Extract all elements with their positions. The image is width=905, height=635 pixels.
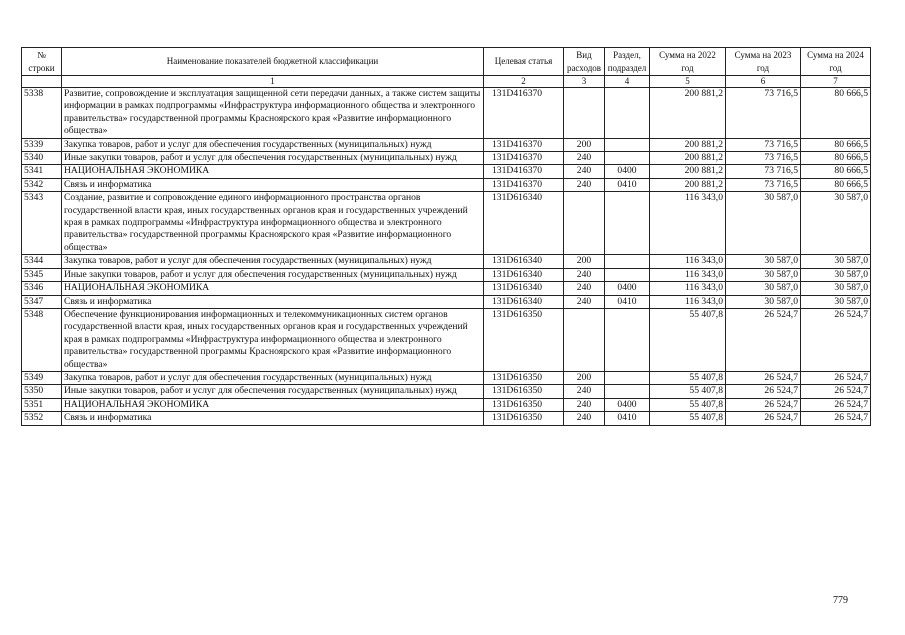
sum-2022-cell: 200 881,2 <box>650 152 726 165</box>
header-row-number: № строки <box>22 48 62 76</box>
header-sum-2022: Сумма на 2022 год <box>650 48 726 76</box>
expense-type-cell: 200 <box>564 371 605 384</box>
sum-2022-cell: 55 407,8 <box>650 371 726 384</box>
target-article-cell: 131D616350 <box>484 308 564 371</box>
expense-type-cell: 240 <box>564 398 605 411</box>
indicator-name-cell: Закупка товаров, работ и услуг для обеспечения государственных (муниципальных) нужд <box>62 371 484 384</box>
table-row <box>22 165 871 178</box>
sum-2024-cell: 80 666,5 <box>801 165 871 178</box>
row-number-cell: 5342 <box>22 178 62 191</box>
row-number-cell: 5346 <box>22 282 62 295</box>
sum-2023-cell: 30 587,0 <box>726 268 801 281</box>
expense-type-cell: 240 <box>564 385 605 398</box>
expense-type-cell <box>564 308 605 371</box>
target-article-cell: 131D416370 <box>484 165 564 178</box>
expense-type-cell: 240 <box>564 268 605 281</box>
sum-2023-cell: 26 524,7 <box>726 308 801 371</box>
target-article-cell: 131D416370 <box>484 152 564 165</box>
column-number: 2 <box>484 76 564 88</box>
sum-2023-cell: 73 716,5 <box>726 152 801 165</box>
sum-2024-cell: 26 524,7 <box>801 385 871 398</box>
section-cell <box>605 255 650 268</box>
sum-2024-cell: 26 524,7 <box>801 308 871 371</box>
sum-2024-cell: 80 666,5 <box>801 138 871 151</box>
section-cell <box>605 138 650 151</box>
target-article-cell: 131D416370 <box>484 138 564 151</box>
sum-2022-cell: 55 407,8 <box>650 308 726 371</box>
sum-2024-cell: 26 524,7 <box>801 371 871 384</box>
sum-2022-cell: 200 881,2 <box>650 178 726 191</box>
target-article-cell: 131D616350 <box>484 412 564 425</box>
table-row <box>22 385 871 398</box>
budget-table <box>21 47 871 426</box>
expense-type-cell: 240 <box>564 282 605 295</box>
indicator-name-cell: НАЦИОНАЛЬНАЯ ЭКОНОМИКА <box>62 398 484 411</box>
sum-2024-cell: 80 666,5 <box>801 152 871 165</box>
sum-2023-cell: 30 587,0 <box>726 192 801 255</box>
sum-2024-cell: 26 524,7 <box>801 412 871 425</box>
row-number-cell: 5343 <box>22 192 62 255</box>
indicator-name-cell: Создание, развитие и сопровождение единого информационного пространства органов государственной власти края, иных государственных органов края и государственных учреждений края в рамках подпрограммы «Инфраструктура информационного общества и электронного правительства» государственной программы Красноярского края «Развитие информационного общества» <box>62 192 484 255</box>
row-number-cell: 5341 <box>22 165 62 178</box>
expense-type-cell: 200 <box>564 255 605 268</box>
indicator-name-cell: Закупка товаров, работ и услуг для обеспечения государственных (муниципальных) нужд <box>62 255 484 268</box>
sum-2022-cell: 55 407,8 <box>650 412 726 425</box>
section-cell: 0400 <box>605 398 650 411</box>
sum-2023-cell: 26 524,7 <box>726 371 801 384</box>
expense-type-cell: 240 <box>564 412 605 425</box>
table-body <box>22 88 871 426</box>
sum-2023-cell: 73 716,5 <box>726 138 801 151</box>
table-row <box>22 371 871 384</box>
section-cell <box>605 152 650 165</box>
table-row <box>22 138 871 151</box>
header-sum-2024: Сумма на 2024 год <box>801 48 871 76</box>
sum-2024-cell: 30 587,0 <box>801 282 871 295</box>
section-cell: 0410 <box>605 295 650 308</box>
section-cell: 0410 <box>605 178 650 191</box>
sum-2022-cell: 200 881,2 <box>650 138 726 151</box>
column-number: 5 <box>650 76 726 88</box>
page-number: 779 <box>833 595 848 606</box>
sum-2024-cell: 30 587,0 <box>801 192 871 255</box>
row-number-cell: 5352 <box>22 412 62 425</box>
indicator-name-cell: Иные закупки товаров, работ и услуг для обеспечения государственных (муниципальных) нужд <box>62 152 484 165</box>
indicator-name-cell: Закупка товаров, работ и услуг для обеспечения государственных (муниципальных) нужд <box>62 138 484 151</box>
column-number: 7 <box>801 76 871 88</box>
section-cell <box>605 385 650 398</box>
sum-2023-cell: 26 524,7 <box>726 398 801 411</box>
table-row <box>22 152 871 165</box>
target-article-cell: 131D616350 <box>484 398 564 411</box>
expense-type-cell: 200 <box>564 138 605 151</box>
indicator-name-cell: Обеспечение функционирования информационных и телекоммуникационных систем органов государственной власти края, иных государственных органов края и государственных учреждений края в рамках подпрограммы «Инфраструктура информационного общества и электронного правительства» государственной программы Красноярского края «Развитие информационного общества» <box>62 308 484 371</box>
header-target-article: Целевая статья <box>484 48 564 76</box>
table-row <box>22 268 871 281</box>
expense-type-cell: 240 <box>564 178 605 191</box>
sum-2023-cell: 26 524,7 <box>726 385 801 398</box>
header-row <box>22 48 871 76</box>
table-row <box>22 178 871 191</box>
section-cell: 0400 <box>605 282 650 295</box>
sum-2024-cell: 80 666,5 <box>801 178 871 191</box>
section-cell: 0400 <box>605 165 650 178</box>
sum-2023-cell: 30 587,0 <box>726 255 801 268</box>
expense-type-cell <box>564 192 605 255</box>
row-number-cell: 5351 <box>22 398 62 411</box>
table-row <box>22 192 871 255</box>
row-number-cell: 5350 <box>22 385 62 398</box>
table-row <box>22 295 871 308</box>
target-article-cell: 131D616340 <box>484 255 564 268</box>
sum-2023-cell: 73 716,5 <box>726 178 801 191</box>
sum-2022-cell: 116 343,0 <box>650 268 726 281</box>
table-row <box>22 412 871 425</box>
indicator-name-cell: Связь и информатика <box>62 178 484 191</box>
target-article-cell: 131D616350 <box>484 385 564 398</box>
row-number-cell: 5347 <box>22 295 62 308</box>
target-article-cell: 131D616350 <box>484 371 564 384</box>
indicator-name-cell: Связь и информатика <box>62 295 484 308</box>
table-row <box>22 308 871 371</box>
indicator-name-cell: Иные закупки товаров, работ и услуг для обеспечения государственных (муниципальных) нужд <box>62 268 484 281</box>
table-row <box>22 88 871 139</box>
column-number: 1 <box>62 76 484 88</box>
sum-2022-cell: 200 881,2 <box>650 165 726 178</box>
sum-2024-cell: 80 666,5 <box>801 88 871 139</box>
expense-type-cell <box>564 88 605 139</box>
column-number-row <box>22 76 871 88</box>
sum-2022-cell: 55 407,8 <box>650 398 726 411</box>
section-cell: 0410 <box>605 412 650 425</box>
row-number-cell: 5348 <box>22 308 62 371</box>
column-number <box>22 76 62 88</box>
sum-2022-cell: 116 343,0 <box>650 255 726 268</box>
target-article-cell: 131D616340 <box>484 295 564 308</box>
header-expense-type: Вид расходов <box>564 48 605 76</box>
sum-2022-cell: 116 343,0 <box>650 282 726 295</box>
row-number-cell: 5345 <box>22 268 62 281</box>
indicator-name-cell: НАЦИОНАЛЬНАЯ ЭКОНОМИКА <box>62 165 484 178</box>
expense-type-cell: 240 <box>564 152 605 165</box>
sum-2022-cell: 200 881,2 <box>650 88 726 139</box>
row-number-cell: 5339 <box>22 138 62 151</box>
section-cell <box>605 371 650 384</box>
row-number-cell: 5340 <box>22 152 62 165</box>
target-article-cell: 131D416370 <box>484 88 564 139</box>
sum-2023-cell: 30 587,0 <box>726 295 801 308</box>
indicator-name-cell: Иные закупки товаров, работ и услуг для обеспечения государственных (муниципальных) нужд <box>62 385 484 398</box>
expense-type-cell: 240 <box>564 165 605 178</box>
section-cell <box>605 88 650 139</box>
table-row <box>22 398 871 411</box>
target-article-cell: 131D616340 <box>484 192 564 255</box>
sum-2024-cell: 30 587,0 <box>801 255 871 268</box>
sum-2023-cell: 73 716,5 <box>726 165 801 178</box>
column-number: 6 <box>726 76 801 88</box>
section-cell <box>605 192 650 255</box>
sum-2023-cell: 73 716,5 <box>726 88 801 139</box>
sum-2022-cell: 55 407,8 <box>650 385 726 398</box>
column-number: 3 <box>564 76 605 88</box>
row-number-cell: 5349 <box>22 371 62 384</box>
section-cell <box>605 268 650 281</box>
sum-2024-cell: 26 524,7 <box>801 398 871 411</box>
row-number-cell: 5338 <box>22 88 62 139</box>
section-cell <box>605 308 650 371</box>
expense-type-cell: 240 <box>564 295 605 308</box>
sum-2023-cell: 26 524,7 <box>726 412 801 425</box>
row-number-cell: 5344 <box>22 255 62 268</box>
sum-2023-cell: 30 587,0 <box>726 282 801 295</box>
indicator-name-cell: НАЦИОНАЛЬНАЯ ЭКОНОМИКА <box>62 282 484 295</box>
sum-2022-cell: 116 343,0 <box>650 295 726 308</box>
header-section: Раздел, подраздел <box>605 48 650 76</box>
table-row <box>22 282 871 295</box>
target-article-cell: 131D616340 <box>484 282 564 295</box>
header-sum-2023: Сумма на 2023 год <box>726 48 801 76</box>
target-article-cell: 131D416370 <box>484 178 564 191</box>
sum-2024-cell: 30 587,0 <box>801 295 871 308</box>
indicator-name-cell: Связь и информатика <box>62 412 484 425</box>
target-article-cell: 131D616340 <box>484 268 564 281</box>
table-row <box>22 255 871 268</box>
sum-2024-cell: 30 587,0 <box>801 268 871 281</box>
sum-2022-cell: 116 343,0 <box>650 192 726 255</box>
indicator-name-cell: Развитие, сопровождение и эксплуатация защищенной сети передачи данных, а также систем защиты информации в рамках подпрограммы «Инфраструктура информационного общества и электронного правительства» государственной программы Красноярского края «Развитие информационного общества» <box>62 88 484 139</box>
header-indicator-name: Наименование показателей бюджетной классификации <box>62 48 484 76</box>
column-number: 4 <box>605 76 650 88</box>
